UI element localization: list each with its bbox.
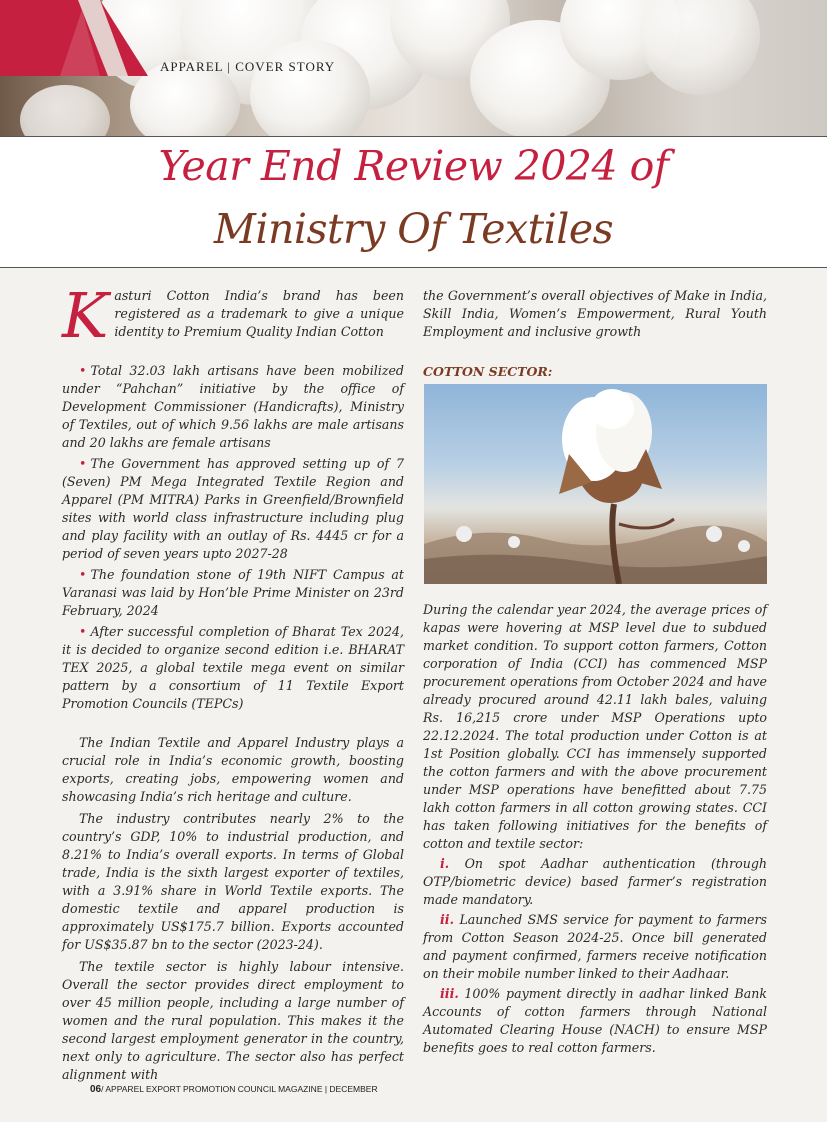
bullet-item: • Total 32.03 lakh artisans have been mobilized under “Pahchan” initiative by the office of Development Commissioner (Handicrafts), Ministry of Textiles, out of which 9.56 lakhs are male artisans and 20 lakhs are female artisans <box>62 363 404 450</box>
body-paragraphs <box>62 734 404 1084</box>
item-number: i. <box>440 856 450 871</box>
bullet-icon: • <box>79 567 87 582</box>
intro-paragraph <box>62 279 404 352</box>
header-banner-image <box>0 0 827 136</box>
bullet-icon: • <box>79 363 87 378</box>
bullet-item: • The foundation stone of 19th NIFT Campus at Varanasi was laid by Hon’ble Prime Minister on 23rd February, 2024 <box>62 567 404 618</box>
page-number: 06 <box>90 1084 102 1095</box>
right-column <box>423 287 767 381</box>
red-a-logo-icon <box>0 0 150 76</box>
section-heading: COTTON SECTOR: <box>423 364 553 379</box>
left-column <box>62 279 404 352</box>
bullet-list <box>62 362 404 713</box>
item-number: ii. <box>440 912 454 927</box>
cotton-plant-icon <box>424 384 767 584</box>
cotton-sector-body <box>423 601 767 1057</box>
body-paragraph: The Indian Textile and Apparel Industry plays a crucial role in India’s economic growth, boosting exports, creating jobs, empowering women and showcasing India’s rich heritage and culture. <box>62 735 404 804</box>
drop-cap: K <box>62 279 109 352</box>
cotton-paragraph: During the calendar year 2024, the average prices of kapas were hovering at MSP level due to subdued market condition. To support cotton farmers, Cotton corporation of India (CCI) has commenced MSP procurement operations from October 2024 and have already procured around 42.11 lakh bales, valuing Rs. 16,215 crore under MSP Operations upto 22.12.2024. The total production under Cotton is at 1st Position globally. CCI has immensely supported the cotton farmers and with the above procurement under MSP operations have benefitted about 7.75 lakh cotton farmers in all cotton growing states. CCI has taken following initiatives for the benefits of cotton and textile sector: <box>423 602 767 851</box>
bullet-item: • The Government has approved setting up of 7 (Seven) PM Mega Integrated Textile Region and Apparel (PM MITRA) Parks in Greenfield/Brownfield sites with world class infrastructure including plug and play facility with an outlay of Rs. 4445 cr for a period of seven years upto 2027-28 <box>62 456 404 561</box>
body-paragraph: The textile sector is highly labour intensive. Overall the sector provides direct employment to over 45 million people, including a large number of women and the rural population. This makes it the second largest employment generator in the country, next only to agriculture. The sector also has perfect alignment with <box>62 959 404 1082</box>
intro-text: asturi Cotton India’s brand has been registered as a trademark to give a unique identity to Premium Quality Indian Cotton <box>114 288 404 339</box>
continuation-paragraph: the Government’s overall objectives of Make in India, Skill India, Women’s Empowerment, Rural Youth Employment and inclusive growth <box>423 288 767 339</box>
body-paragraph: The industry contributes nearly 2% to the country’s GDP, 10% to industrial production, and 8.21% to India’s overall exports. In terms of Global trade, India is the sixth largest exporter of textiles, with a 3.91% share in World Textile exports. The domestic textile and apparel production is approximately US$175.7 billion. Exports accounted for US$35.87 bn to the sector (2023-24). <box>62 811 404 952</box>
page-title-line-1: Year End Review 2024 of <box>158 142 669 190</box>
page-footer <box>90 1084 378 1095</box>
footer-text: / APPAREL EXPORT PROMOTION COUNCIL MAGAZINE | DECEMBER <box>101 1084 378 1094</box>
initiative-item: i. On spot Aadhar authentication (through OTP/biometric device) based farmer’s registration made mandatory. <box>423 856 767 907</box>
title-divider <box>0 267 827 268</box>
item-number: iii. <box>440 986 459 1001</box>
bullet-item: • After successful completion of Bharat Tex 2024, it is decided to organize second edition i.e. BHARAT TEX 2025, a global textile mega event on similar pattern by a consortium of 11 Textile Export Promotion Councils (TEPCs) <box>62 624 404 711</box>
cotton-boll-photo <box>424 384 767 584</box>
initiative-item: ii. Launched SMS service for payment to farmers from Cotton Season 2024-25. Once bill generated and payment confirmed, farmers receive notification on their mobile number linked to their Aadhaar. <box>423 912 767 981</box>
bullet-icon: • <box>79 456 87 471</box>
bullet-icon: • <box>79 624 87 639</box>
section-label: APPAREL | COVER STORY <box>160 59 336 74</box>
page-title-line-2: Ministry Of Textiles <box>213 205 614 253</box>
initiative-item: iii. 100% payment directly in aadhar linked Bank Accounts of cotton farmers through National Automated Clearing House (NACH) to ensure MSP benefits goes to real cotton farmers. <box>423 986 767 1055</box>
